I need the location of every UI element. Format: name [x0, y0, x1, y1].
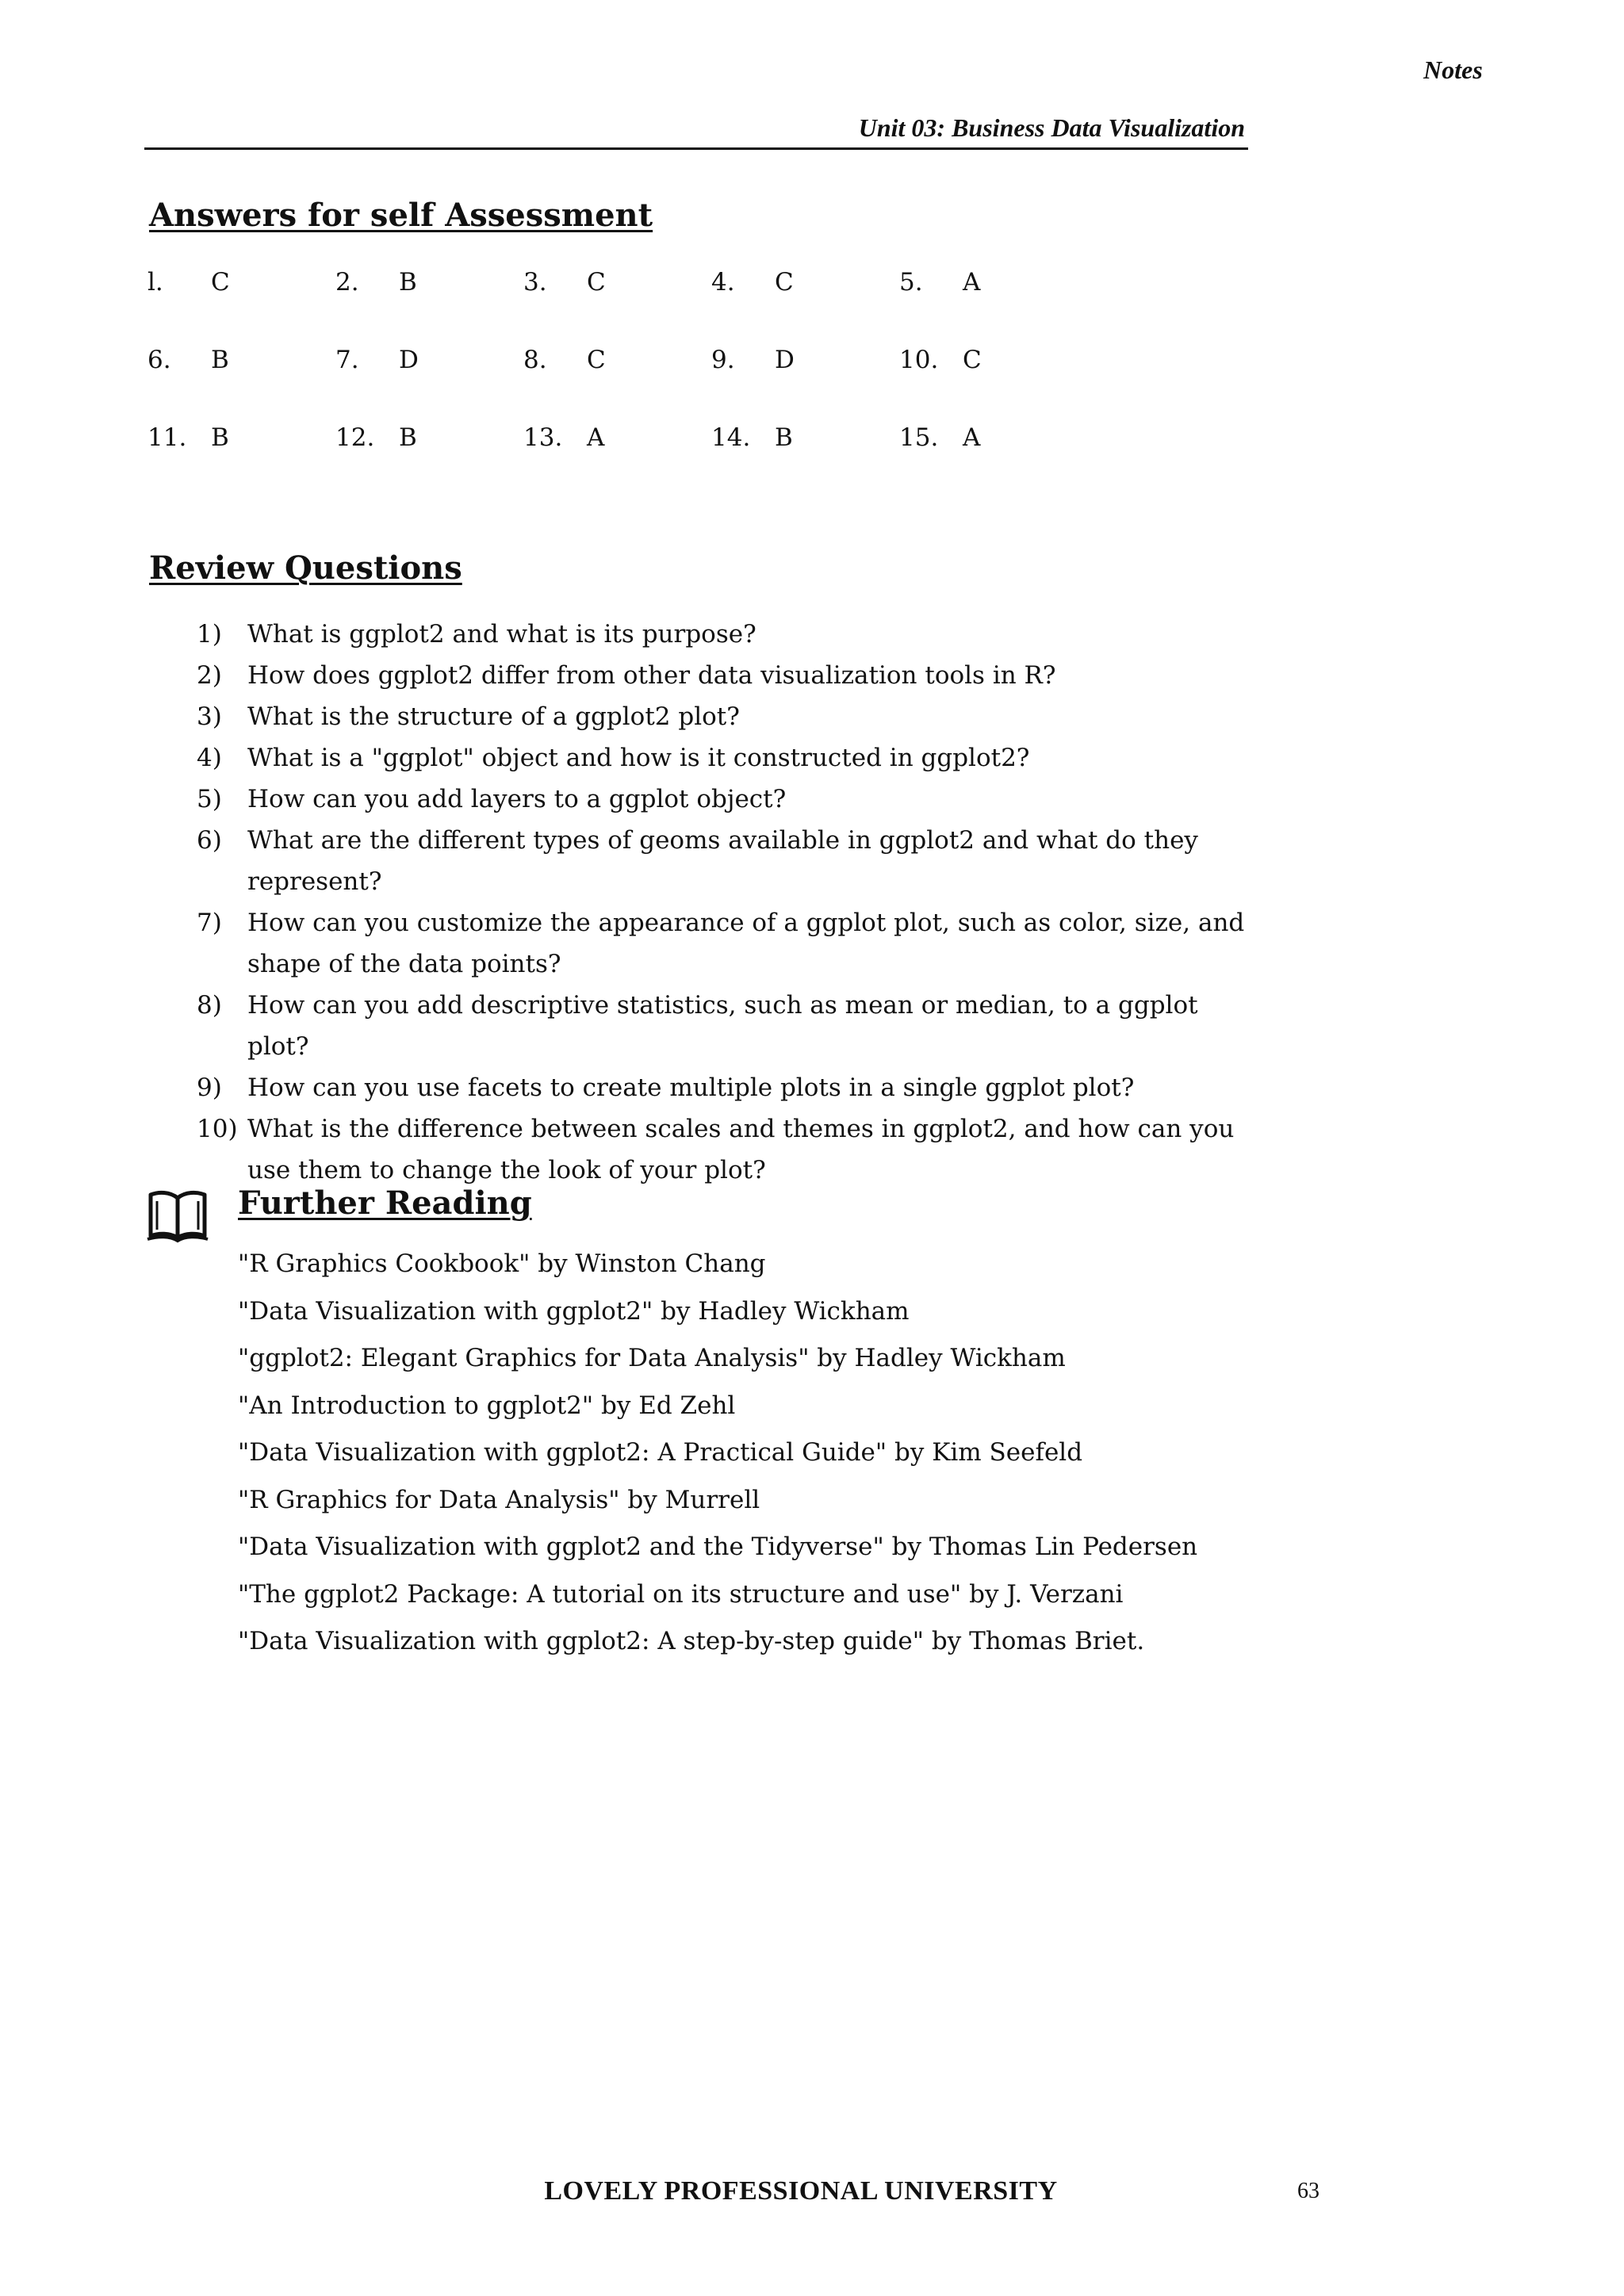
answer-item: [711, 423, 899, 501]
answer-item: [147, 423, 335, 501]
answer-number: 13.: [523, 423, 563, 452]
answer-number: 6.: [147, 346, 171, 374]
answer-item: [711, 268, 899, 346]
review-questions-list: [197, 614, 1251, 1191]
footer-university-name: LOVELY PROFESSIONAL UNIVERSITY: [544, 2176, 1058, 2206]
reading-item: "Data Visualization with ggplot2: A step-by-step guide" by Thomas Briet.: [238, 1627, 1145, 1655]
answer-number: 15.: [899, 423, 939, 452]
answer-value: C: [963, 346, 982, 374]
question-number: 1): [197, 620, 222, 649]
answer-item: [147, 268, 335, 346]
answer-number: 14.: [711, 423, 751, 452]
answer-value: C: [587, 346, 606, 374]
answer-number: 2.: [335, 268, 359, 297]
review-question: [197, 1067, 1251, 1108]
answer-value: C: [587, 268, 606, 297]
question-text: How can you add layers to a ggplot object?: [247, 785, 787, 813]
answer-value: B: [211, 423, 229, 452]
reading-item: "R Graphics for Data Analysis" by Murrell: [238, 1485, 760, 1514]
notes-label: Notes: [1423, 55, 1483, 84]
question-number: 3): [197, 702, 222, 731]
question-number: 7): [197, 909, 222, 937]
answer-number: 11.: [147, 423, 187, 452]
answer-value: B: [399, 423, 417, 452]
question-text: What is the structure of a ggplot2 plot?: [247, 702, 740, 731]
answer-item: [899, 268, 1087, 346]
answer-value: B: [775, 423, 793, 452]
review-question: [197, 696, 1251, 737]
answer-value: A: [587, 423, 605, 452]
answer-value: A: [963, 268, 981, 297]
answer-number: 7.: [335, 346, 359, 374]
question-text: How can you customize the appearance of a ggplot plot, such as color, size, and shape of the data points?: [247, 909, 1245, 978]
question-text: How can you add descriptive statistics, such as mean or median, to a ggplot plot?: [247, 991, 1198, 1061]
review-question: [197, 614, 1251, 655]
question-number: 8): [197, 991, 222, 1020]
answer-value: D: [399, 346, 419, 374]
review-question: [197, 985, 1251, 1067]
review-question: [197, 902, 1251, 985]
reading-item: "Data Visualization with ggplot2: A Practical Guide" by Kim Seefeld: [238, 1438, 1083, 1467]
answer-item: [523, 268, 711, 346]
answer-item: [147, 346, 335, 423]
answer-item: [899, 423, 1087, 501]
question-text: How can you use facets to create multiple plots in a single ggplot plot?: [247, 1073, 1135, 1102]
question-text: How does ggplot2 differ from other data visualization tools in R?: [247, 661, 1056, 690]
answer-number: l.: [147, 268, 163, 297]
reading-item: "ggplot2: Elegant Graphics for Data Analysis" by Hadley Wickham: [238, 1344, 1066, 1372]
review-question: [197, 779, 1251, 820]
reading-item: "Data Visualization with ggplot2 and the Tidyverse" by Thomas Lin Pedersen: [238, 1533, 1198, 1561]
answers-title: Answers for self Assessment: [149, 197, 653, 234]
answer-number: 5.: [899, 268, 923, 297]
answer-number: 4.: [711, 268, 735, 297]
question-number: 6): [197, 826, 222, 855]
answer-value: B: [399, 268, 417, 297]
answer-value: C: [211, 268, 230, 297]
answer-value: D: [775, 346, 795, 374]
answers-row: [147, 423, 1099, 501]
answer-number: 9.: [711, 346, 735, 374]
answer-value: B: [211, 346, 229, 374]
question-number: 4): [197, 744, 222, 772]
answer-item: [711, 346, 899, 423]
answers-row: [147, 268, 1099, 346]
further-reading-list: [238, 1241, 1269, 1666]
reading-item: "An Introduction to ggplot2" by Ed Zehl: [238, 1391, 736, 1420]
review-question: [197, 820, 1251, 902]
question-number: 9): [197, 1073, 222, 1102]
question-text: What is ggplot2 and what is its purpose?: [247, 620, 756, 649]
reading-item: "R Graphics Cookbook" by Winston Chang: [238, 1249, 766, 1278]
question-text: What is a "ggplot" object and how is it constructed in ggplot2?: [247, 744, 1030, 772]
question-number: 10): [197, 1115, 238, 1143]
answers-grid: [147, 268, 1099, 501]
review-question: [197, 1108, 1251, 1191]
header-rule: [144, 147, 1248, 150]
reading-item: "The ggplot2 Package: A tutorial on its structure and use" by J. Verzani: [238, 1579, 1124, 1609]
answer-value: C: [775, 268, 794, 297]
further-reading-title: Further Reading: [238, 1184, 532, 1222]
answer-number: 10.: [899, 346, 939, 374]
review-question: [197, 737, 1251, 779]
review-question: [197, 655, 1251, 696]
review-questions-title: Review Questions: [149, 549, 462, 587]
answer-item: [335, 346, 523, 423]
open-book-icon: [146, 1187, 209, 1244]
answer-number: 8.: [523, 346, 547, 374]
answer-item: [899, 346, 1087, 423]
answer-item: [335, 268, 523, 346]
question-number: 2): [197, 661, 222, 690]
answer-value: A: [963, 423, 981, 452]
question-text: What is the difference between scales and themes in ggplot2, and how can you use them to change the look of your plot?: [247, 1115, 1235, 1184]
answers-row: [147, 346, 1099, 423]
reading-item: "Data Visualization with ggplot2" by Hadley Wickham: [238, 1296, 910, 1326]
question-number: 5): [197, 785, 222, 813]
answer-item: [523, 423, 711, 501]
answer-item: [335, 423, 523, 501]
answer-number: 3.: [523, 268, 547, 297]
answer-number: 12.: [335, 423, 375, 452]
question-text: What are the different types of geoms available in ggplot2 and what do they represent?: [247, 826, 1198, 896]
page-number: 63: [1297, 2179, 1320, 2203]
answer-item: [523, 346, 711, 423]
unit-header: Unit 03: Business Data Visualization: [858, 113, 1245, 142]
